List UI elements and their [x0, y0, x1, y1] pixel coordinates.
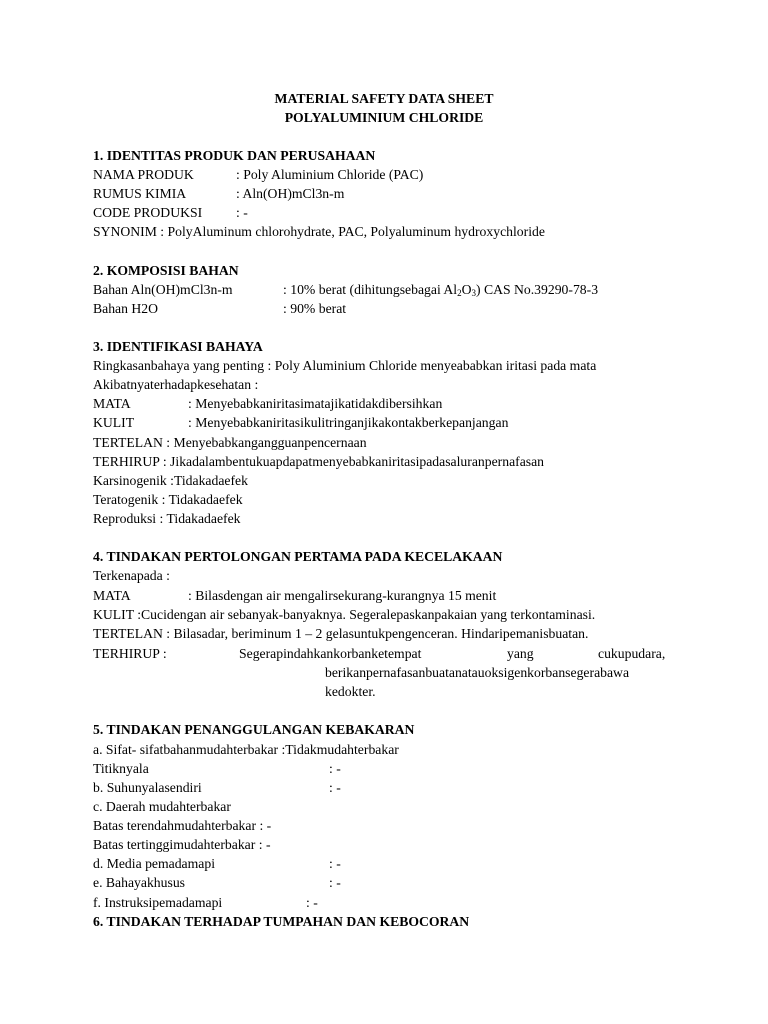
- media-pemadam-label: d. Media pemadamapi: [93, 856, 216, 871]
- nama-produk-label: NAMA PRODUK: [93, 167, 194, 182]
- code-produksi-value: : -: [236, 205, 248, 220]
- code-produksi-label: CODE PRODUKSI: [93, 205, 203, 220]
- bahan-pac-label: Bahan Aln(OH)mCl3n-m: [93, 282, 233, 297]
- bahaya-khusus-value: : -: [329, 875, 341, 890]
- p3k-tertelan-line: TERTELAN : Bilasadar, beriminum 1 – 2 gelasuntukpengenceran. Hindaripemanisbuatan.: [93, 626, 589, 641]
- bahan-h2o-value: : 90% berat: [283, 301, 347, 316]
- section-2-heading: 2. KOMPOSISI BAHAN: [93, 263, 239, 278]
- section-6-heading: 6. TINDAKAN TERHADAP TUMPAHAN DAN KEBOCORAN: [93, 914, 470, 929]
- p3k-terhirup-word-1: Segerapindahkankorbanketempat: [239, 646, 422, 661]
- mata-label: MATA: [93, 396, 131, 411]
- bahan-pac-value: : 10% berat (dihitungsebagai $Al_2O_3$) CAS No.39290-78-3: [283, 282, 599, 298]
- batas-terendah: Batas terendahmudahterbakar : -: [93, 818, 272, 833]
- titik-nyala-value: : -: [329, 761, 341, 776]
- bahaya-khusus-label: e. Bahayakhusus: [93, 875, 185, 890]
- rumus-kimia-value: : Aln(OH)mCl3n-m: [236, 186, 345, 201]
- p3k-terhirup-line-3: kedokter.: [325, 684, 376, 699]
- suhu-nyala-value: : -: [329, 780, 341, 795]
- synonim-line: SYNONIM : PolyAluminum chlorohydrate, PAC, Polyaluminum hydroxychloride: [93, 224, 545, 239]
- section-1-heading: 1. IDENTITAS PRODUK DAN PERUSAHAAN: [93, 148, 376, 163]
- kulit-label: KULIT: [93, 415, 135, 430]
- nama-produk-value: : Poly Aluminium Chloride (PAC): [236, 167, 424, 182]
- teratogenik-line: Teratogenik : Tidakadaefek: [93, 492, 243, 507]
- document-subtitle: POLYALUMINIUM CHLORIDE: [284, 110, 484, 125]
- p3k-terhirup-label: TERHIRUP :: [93, 646, 167, 661]
- terkena-pada: Terkenapada :: [93, 568, 170, 583]
- titik-nyala-label: Titiknyala: [93, 761, 149, 776]
- terhirup-line: TERHIRUP : Jikadalambentukuapdapatmenyebabkaniritasipadasaluranpernafasan: [93, 454, 545, 469]
- section-5-heading: 5. TINDAKAN PENANGGULANGAN KEBAKARAN: [93, 722, 415, 737]
- media-pemadam-value: : -: [329, 856, 341, 871]
- p3k-mata-value: : Bilasdengan air mengalirsekurang-kurangnya 15 menit: [188, 588, 497, 603]
- p3k-terhirup-word-2: yang: [507, 646, 534, 661]
- ringkasan-bahaya: Ringkasanbahaya yang penting : Poly Aluminium Chloride menyeababkan iritasi pada mata: [93, 358, 597, 373]
- kulit-value: : Menyebabkaniritasikulitringanjikakontakberkepanjangan: [188, 415, 509, 430]
- instruksi-pemadam-value: : -: [306, 895, 318, 910]
- reproduksi-line: Reproduksi : Tidakadaefek: [93, 511, 241, 526]
- section-4-heading: 4. TINDAKAN PERTOLONGAN PERTAMA PADA KECELAKAAN: [93, 549, 503, 564]
- daerah-mudah-terbakar: c. Daerah mudahterbakar: [93, 799, 231, 814]
- p3k-mata-label: MATA: [93, 588, 131, 603]
- document-title: MATERIAL SAFETY DATA SHEET: [274, 91, 494, 106]
- rumus-kimia-label: RUMUS KIMIA: [93, 186, 187, 201]
- p3k-terhirup-word-3: cukupudara,: [598, 646, 666, 661]
- section-3-heading: 3. IDENTIFIKASI BAHAYA: [93, 339, 263, 354]
- bahan-h2o-label: Bahan H2O: [93, 301, 159, 316]
- akibat-kesehatan: Akibatnyaterhadapkesehatan :: [93, 377, 259, 392]
- sifat-mudah-terbakar: a. Sifat- sifatbahanmudahterbakar :Tidakmudahterbakar: [93, 742, 399, 757]
- tertelan-line: TERTELAN : Menyebabkangangguanpencernaan: [93, 435, 367, 450]
- p3k-kulit-line: KULIT :Cucidengan air sebanyak-banyaknya. Segeralepaskanpakaian yang terkontaminasi.: [93, 607, 596, 622]
- karsinogenik-line: Karsinogenik :Tidakadaefek: [93, 473, 248, 488]
- p3k-terhirup-line-2: berikanpernafasanbuatanatauoksigenkorbansegerabawa: [325, 665, 630, 680]
- instruksi-pemadam-label: f. Instruksipemadamapi: [93, 895, 223, 910]
- suhu-nyala-label: b. Suhunyalasendiri: [93, 780, 202, 795]
- batas-tertinggi: Batas tertinggimudahterbakar : -: [93, 837, 271, 852]
- mata-value: : Menyebabkaniritasimatajikatidakdibersihkan: [188, 396, 443, 411]
